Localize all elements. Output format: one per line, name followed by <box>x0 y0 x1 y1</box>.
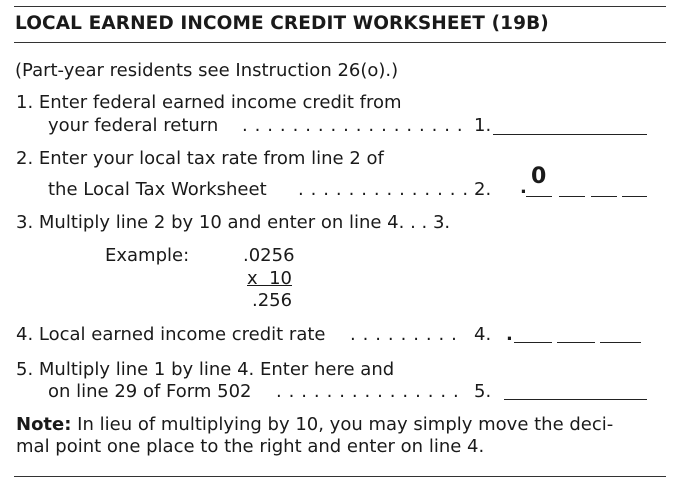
note-label: Note: <box>16 414 72 435</box>
line4-text: 4. Local earned income credit rate <box>16 324 326 345</box>
note-line-a <box>16 414 613 436</box>
line2-digit-field-3[interactable] <box>591 196 617 197</box>
line1-dots: . . . . . . . . . . . . . . . . . . <box>242 115 464 136</box>
line2-text-a: 2. Enter your local tax rate from line 2 of <box>16 148 384 169</box>
line4-decimal-point: . <box>506 324 513 345</box>
line2-value: 0 <box>531 164 547 189</box>
line2-decimal-point: . <box>520 177 527 198</box>
line4-digit-field-3[interactable] <box>600 342 641 343</box>
line3-text: 3. Multiply line 2 by 10 and enter on line 4. . . 3. <box>16 212 451 233</box>
line4-dots: . . . . . . . . . <box>350 324 458 345</box>
line4-number: 4. <box>474 324 492 345</box>
example-label: Example: <box>105 245 190 266</box>
line5-text-b: on line 29 of Form 502 <box>48 381 252 402</box>
top-rule <box>14 6 666 7</box>
worksheet-title: LOCAL EARNED INCOME CREDIT WORKSHEET (19B) <box>15 13 549 34</box>
line1-text-b: your federal return <box>48 115 219 136</box>
line4-digit-field-1[interactable] <box>514 342 552 343</box>
line5-number: 5. <box>474 381 492 402</box>
example-multiplier: x 10 <box>247 268 292 289</box>
line1-number: 1. <box>474 115 492 136</box>
intro-text: (Part-year residents see Instruction 26(o).) <box>15 60 399 81</box>
line2-digit-field-2[interactable] <box>559 196 585 197</box>
line2-digit-field-4[interactable] <box>622 196 647 197</box>
example-result: .256 <box>252 290 293 311</box>
line5-dots: . . . . . . . . . . . . . . . <box>276 381 460 402</box>
title-rule <box>14 42 666 43</box>
line2-dots: . . . . . . . . . . . . . . <box>298 179 469 200</box>
note-line-b: mal point one place to the right and enter on line 4. <box>16 436 485 457</box>
note-text-a: In lieu of multiplying by 10, you may simply move the deci- <box>71 414 614 435</box>
bottom-rule <box>14 476 666 477</box>
example-value: .0256 <box>243 245 295 266</box>
line2-digit-field-1[interactable] <box>526 196 552 197</box>
line2-text-b: the Local Tax Worksheet <box>48 179 267 200</box>
line1-text-a: 1. Enter federal earned income credit from <box>16 92 402 113</box>
line5-answer-field[interactable] <box>504 399 647 400</box>
line2-number: 2. <box>474 179 492 200</box>
line1-answer-field[interactable] <box>493 134 647 135</box>
line4-digit-field-2[interactable] <box>557 342 595 343</box>
line5-text-a: 5. Multiply line 1 by line 4. Enter here and <box>16 359 395 380</box>
